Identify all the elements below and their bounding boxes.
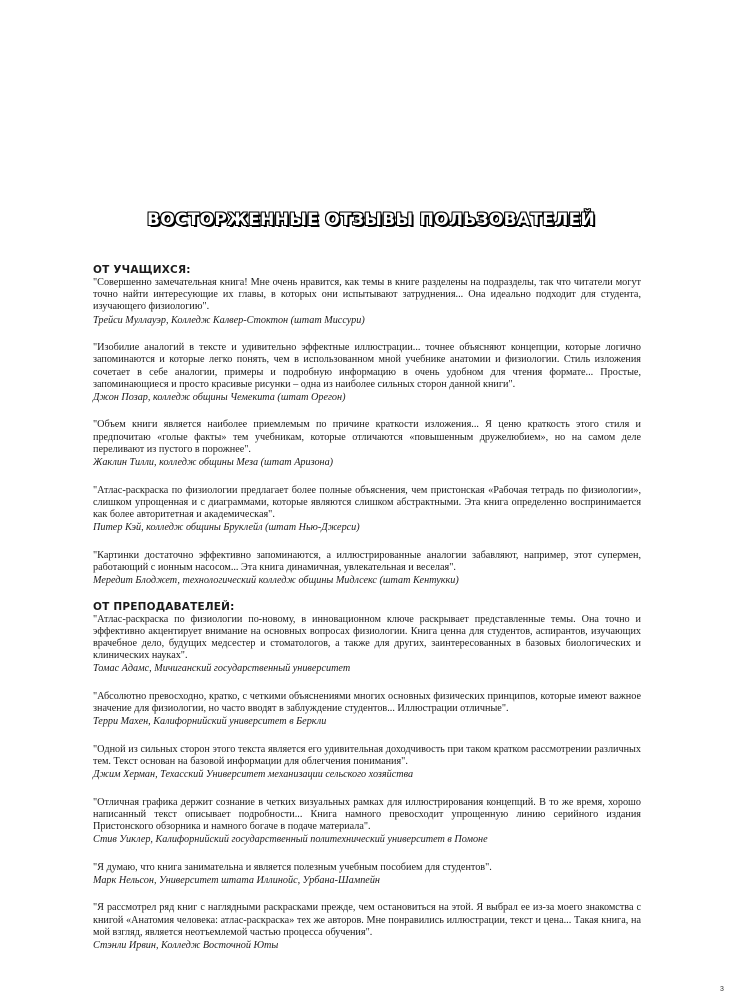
review-quote: "Я рассмотрел ряд книг с наглядными раскрасками прежде, чем остановиться на этой. Я выбрал ее из-за моего знакомства с книгой «Анатомия человека: атлас-раскраска» тех же авторов. Мне понравились иллюстрации, текст и цена... Такая книга, на мой взгляд, является неотъемлемой частью процесса обучения". <box>93 902 641 938</box>
review-quote: "Атлас-раскраска по физиологии предлагает более полные объяснения, чем пристонская «Рабочая тетрадь по физиологии», слишком упрощенная и с диаграммами, которые являются слишком абстрактными. Эта книга определенно воспринимается как более авторитетная и академическая". <box>93 484 641 520</box>
review-quote: "Я думаю, что книга занимательна и является полезным учебным пособием для студентов". <box>93 861 492 873</box>
page-number: 3 <box>720 986 724 993</box>
review-author: Жаклин Тилли, колледж общины Меза (штат Аризона) <box>93 457 334 469</box>
review-item <box>93 277 641 327</box>
section-students <box>93 264 641 588</box>
reviews-content <box>93 264 641 968</box>
review-quote: "Атлас-раскраска по физиологии по-новому, в инновационном ключе раскрывает представленные темы. Она точно и эффективно акцентирует внимание на основных вопросах физиологии. Книга ценна для студентов, аспирантов, изучающих врачебное дело, будущих медсестер и стоматологов, а также для других, заинтересованных в базовых биологических и клинических науках". <box>93 613 641 662</box>
review-author: Джим Херман, Техасский Университет механизации сельского хозяйства <box>93 769 414 781</box>
review-quote: "Картинки достаточно эффективно запоминаются, а иллюстрированные аналогии забавляют, например, этот супермен, работающий с ионным насосом... Эта книга динамичная, увлекательная и веселая". <box>93 549 641 573</box>
review-item <box>93 902 641 952</box>
review-item <box>93 744 641 782</box>
review-author: Стив Уиклер, Калифорнийский государственный политехнический университет в Помоне <box>93 834 488 846</box>
review-item <box>93 485 641 535</box>
page-title: ВОСТОРЖЕННЫЕ ОТЗЫВЫ ПОЛЬЗОВАТЕЛЕЙ <box>146 210 596 230</box>
review-author: Питер Кэй, колледж общины Бруклейл (штат Нью-Джерси) <box>93 522 360 534</box>
review-item <box>93 797 641 847</box>
review-author: Марк Нельсон, Университет штата Иллинойс, Урбана-Шампейн <box>93 874 380 886</box>
review-quote: "Изобилие аналогий в тексте и удивительно эффектные иллюстрации... точнее объясняют концепции, которые логично запоминаются и которые легко понять, чем в использованном мной учебнике анатомии и физиологии. Стиль изложения сочетает в себе аналогии, примеры и подробную информацию в очень удобном для чтения формате... Простые, запоминающиеся и просто красивые рисунки – одна из наиболее сильных сторон данной книги". <box>93 342 641 390</box>
review-author: Терри Махен, Калифорнийский университет в Беркли <box>93 716 327 728</box>
review-item <box>93 862 641 888</box>
review-item <box>93 691 641 729</box>
review-author: Томас Адамс, Мичиганский государственный университет <box>93 663 351 675</box>
review-quote: "Абсолютно превосходно, кратко, с четкими объяснениями многих основных физических принципов, которые имеют важное значение для физиологии, но часто вводят в заблуждение студентов... Иллюстрации отличные". <box>93 690 641 715</box>
review-item <box>93 614 641 676</box>
review-quote: "Отличная графика держит сознание в четких визуальных рамках для иллюстрирования концепций. В то же время, хорошо написанный текст описывает подробности... Книга намного превосходит упрощенную линию серийного издания Пристонского обзорника и намного богаче в подаче материала". <box>93 796 641 833</box>
review-quote: "Совершенно замечательная книга! Мне очень нравится, как темы в книге разделены на подразделы, так что читатели могут точно найти интересующие их главы, в которых они испытывают затруднения... Она идеально подходит для студента, изучающего физиологию". <box>93 277 641 313</box>
review-author: Джон Позар, колледж общины Чемекита (штат Орегон) <box>93 391 346 403</box>
section-heading-teachers: ОТ ПРЕПОДАВАТЕЛЕЙ: <box>93 600 235 613</box>
review-author: Стэнли Ирвин, Колледж Восточной Юты <box>93 940 279 952</box>
review-author: Трейси Муллауэр, Колледж Калвер-Стоктон (штат Миссури) <box>93 314 365 326</box>
review-author: Мередит Блоджет, технологический колледж общины Мидлсекс (штат Кентукки) <box>93 575 459 587</box>
section-teachers <box>93 601 641 953</box>
review-item <box>93 419 641 469</box>
section-heading-students: ОТ УЧАЩИХСЯ: <box>93 264 191 276</box>
review-quote: "Объем книги является наиболее приемлемым по причине краткости изложения... Я ценю краткость этого стиля и предпочитаю «голые факты» тем учебникам, которые отличаются «повышенным дружелюбием», но на самом деле переливают из пустого в порожнее". <box>93 419 641 455</box>
review-item <box>93 342 641 404</box>
review-item <box>93 550 641 588</box>
review-quote: "Одной из сильных сторон этого текста является его удивительная доходчивость при таком кратком рассмотрении различных тем. Текст основан на базовой информации для облегчения понимания". <box>93 743 641 767</box>
